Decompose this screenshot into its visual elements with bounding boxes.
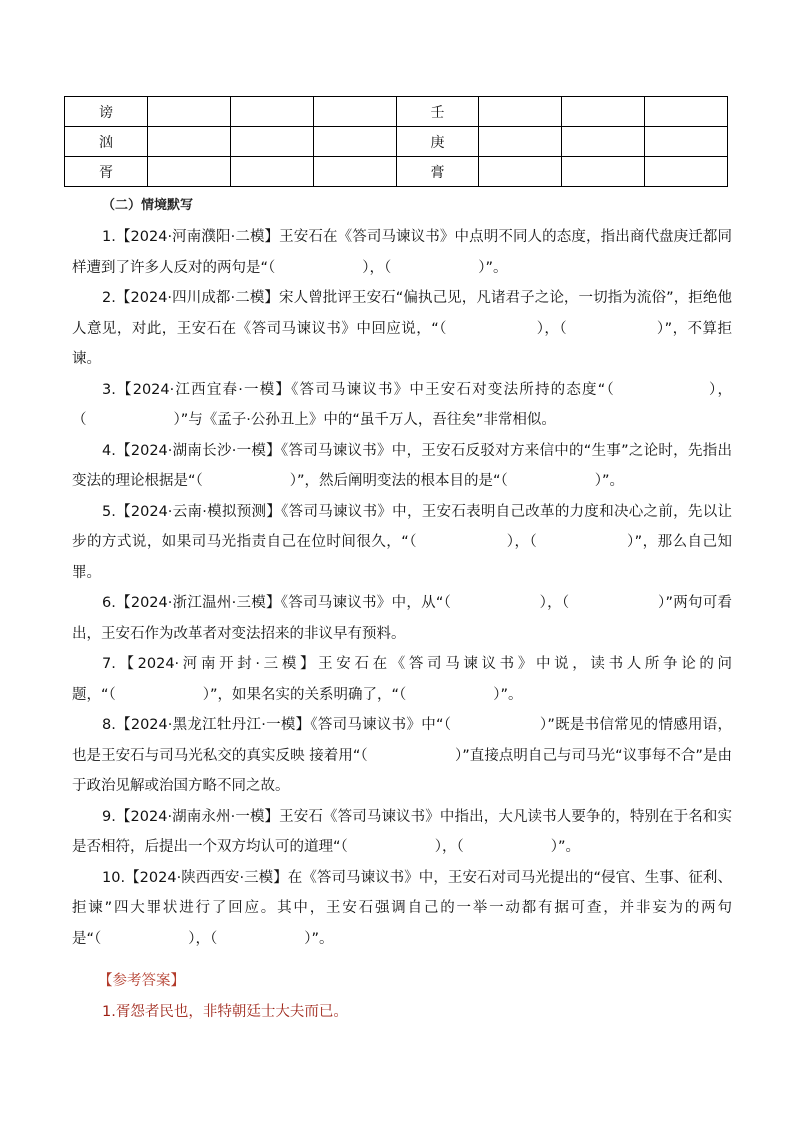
question-item: 4.【2024·湖南长沙·一模】《答司马谏议书》中，王安石反驳对方来信中的“生事”之论时，先指出变法的理论根据是“（ ）”，然后阐明变法的根本目的是“（ ）”。 bbox=[72, 442, 732, 489]
table-cell-blank bbox=[313, 97, 396, 127]
table-row bbox=[65, 157, 728, 187]
table-cell-blank bbox=[645, 127, 728, 157]
table-cell-blank bbox=[147, 127, 230, 157]
table-cell-blank bbox=[147, 157, 230, 187]
table-cell-blank bbox=[147, 97, 230, 127]
character-table bbox=[64, 96, 728, 187]
answer-heading: 【参考答案】 bbox=[98, 973, 185, 989]
table-row bbox=[65, 97, 728, 127]
question-item: 6.【2024·浙江温州·三模】《答司马谏议书》中，从“（ ），（ ）”两句可看出，王安石作为改革者对变法招来的非议早有预料。 bbox=[72, 595, 732, 642]
question-item: 2.【2024·四川成都·二模】宋人曾批评王安石“偏执己见，凡诸君子之论，一切指为流俗”，拒绝他人意见，对此，王安石在《答司马谏议书》中回应说，“（ ），（ ）”，不算拒谏。 bbox=[72, 290, 732, 367]
question-list bbox=[72, 222, 732, 954]
question-item: 1.【2024·河南濮阳·二模】王安石在《答司马谏议书》中点明不同人的态度，指出商代盘庚迁都同样遭到了许多人反对的两句是“（ ），（ ）”。 bbox=[72, 229, 732, 276]
table-cell-char: 庚 bbox=[396, 127, 479, 157]
section-title: （二）情境默写 bbox=[102, 198, 194, 213]
table-cell-blank bbox=[645, 97, 728, 127]
question-item: 3.【2024·江西宜春·一模】《答司马谏议书》中王安石对变法所持的态度“（ ），（ ）”与《孟子·公孙丑上》中的“虽千万人，吾往矣”非常相似。 bbox=[72, 381, 732, 428]
table-cell-blank bbox=[479, 97, 562, 127]
table-cell-blank bbox=[313, 157, 396, 187]
table-cell-blank bbox=[230, 97, 313, 127]
table-cell-blank bbox=[645, 157, 728, 187]
table-cell-blank bbox=[313, 127, 396, 157]
table-cell-blank bbox=[230, 157, 313, 187]
table-cell-blank bbox=[479, 127, 562, 157]
table-cell-char: 汹 bbox=[65, 127, 148, 157]
answer-item: 1.胥怨者民也，非特朝廷士大夫而已。 bbox=[102, 1004, 348, 1020]
table-cell-char: 胥 bbox=[65, 157, 148, 187]
table-cell-char: 谤 bbox=[65, 97, 148, 127]
table-cell-blank bbox=[230, 127, 313, 157]
table-cell-char: 膏 bbox=[396, 157, 479, 187]
table-cell-blank bbox=[562, 97, 645, 127]
table-cell-blank bbox=[562, 157, 645, 187]
table-cell-blank bbox=[479, 157, 562, 187]
question-item: 9.【2024·湖南永州·一模】王安石《答司马谏议书》中指出，大凡读书人要争的，特别在于名和实是否相符，后提出一个双方均认可的道理“（ ），（ ）”。 bbox=[72, 808, 732, 855]
table-cell-blank bbox=[562, 127, 645, 157]
question-item: 8.【2024·黑龙江牡丹江·一模】《答司马谏议书》中“（ ）”既是书信常见的情感用语，也是王安石与司马光私交的真实反映 接着用“（ ）”直接点明自己与司马光“议事每不合”是由于政治见解或治国方略不同之故。 bbox=[72, 717, 732, 794]
table-cell-char: 壬 bbox=[396, 97, 479, 127]
table-row bbox=[65, 127, 728, 157]
question-item: 5.【2024·云南·模拟预测】《答司马谏议书》中，王安石表明自己改革的力度和决心之前，先以让步的方式说，如果司马光指责自己在位时间很久，“（ ），（ ）”，那么自己知罪。 bbox=[72, 503, 732, 581]
question-item: 10.【2024·陕西西安·三模】在《答司马谏议书》中，王安石对司马光提出的“侵官、生事、征利、拒谏”四大罪状进行了回应。其中，王安石强调自己的一举一动都有据可查，并非妄为的两句是“（ ），（ ）”。 bbox=[72, 869, 732, 947]
question-item: 7.【2024·河南开封·三模】王安石在《答司马谏议书》中说，读书人所争论的问题，“（ ）”，如果名实的关系明确了，“（ ）”。 bbox=[72, 656, 732, 703]
